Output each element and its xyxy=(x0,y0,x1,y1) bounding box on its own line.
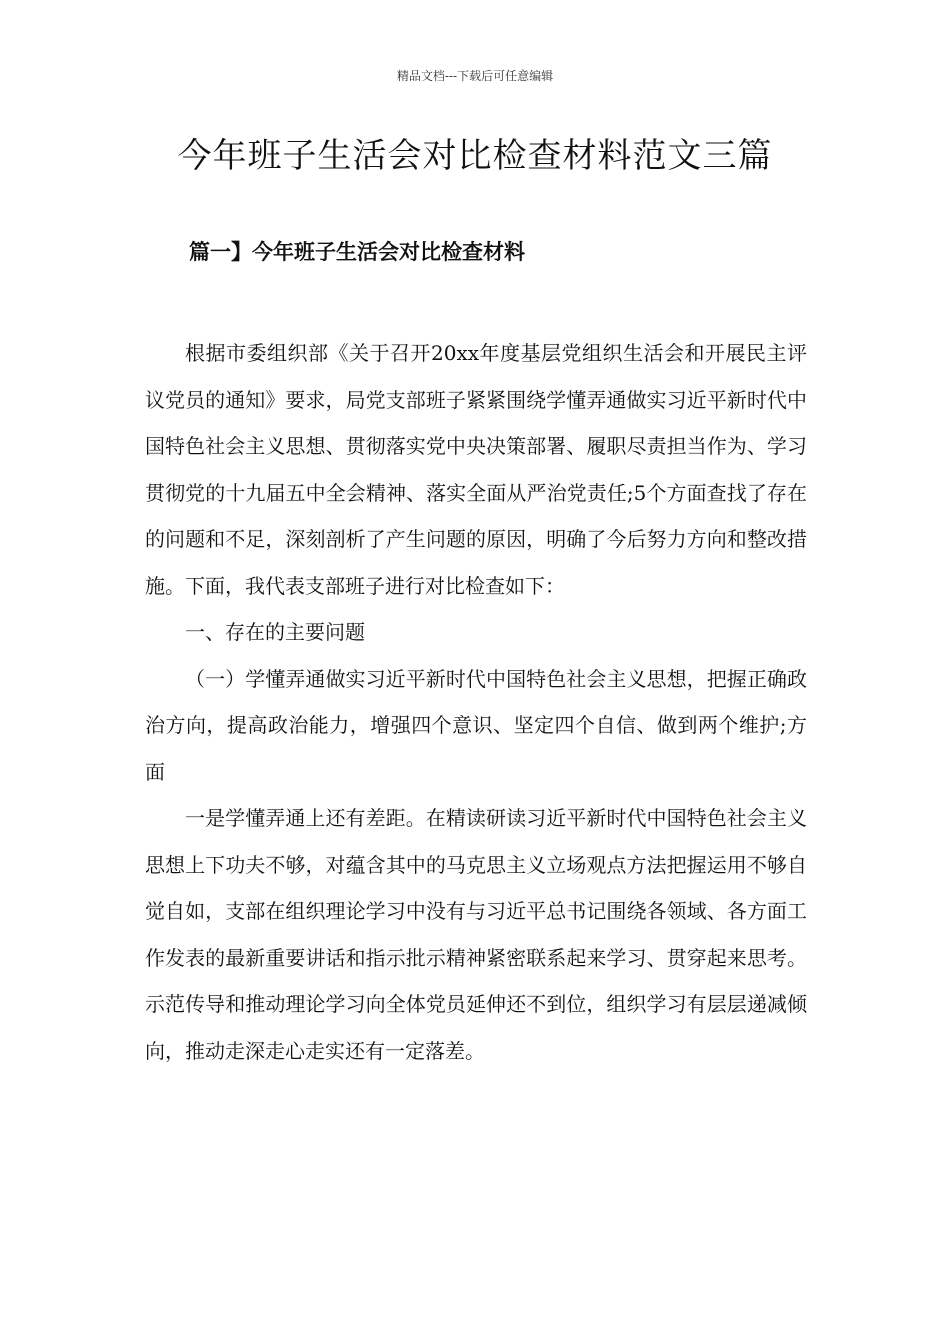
paragraph-heading-problems: 一、存在的主要问题 xyxy=(185,620,365,644)
document-title: 今年班子生活会对比检查材料范文三篇 xyxy=(177,136,773,176)
document-body xyxy=(145,330,807,1074)
section-heading: 篇一】今年班子生活会对比检查材料 xyxy=(189,239,525,264)
paragraph-intro: 根据市委组织部《关于召开20xx年度基层党组织生活会和开展民主评议党员的通知》要求，局党支部班子紧紧围绕学懂弄通做实习近平新时代中国特色社会主义思想、贯彻落实党中央决策部署、履职尽责担当作为、学习贯彻党的十九届五中全会精神、落实全面从严治党责任;5个方面查找了存在的问题和不足，深刻剖析了产生问题的原因，明确了今后努力方向和整改措施。下面，我代表支部班子进行对比检查如下： xyxy=(145,341,807,598)
header-note: 精品文档---下载后可任意编辑 xyxy=(396,69,554,83)
paragraph-subheading-1: （一）学懂弄通做实习近平新时代中国特色社会主义思想，把握正确政治方向，提高政治能力，增强四个意识、坚定四个自信、做到两个维护;方面 xyxy=(145,666,807,784)
paragraph-point-1: 一是学懂弄通上还有差距。在精读研读习近平新时代中国特色社会主义思想上下功夫不够，对蕴含其中的马克思主义立场观点方法把握运用不够自觉自如，支部在组织理论学习中没有与习近平总书记围绕各领域、各方面工作发表的最新重要讲话和指示批示精神紧密联系起来学习、贯穿起来思考。示范传导和推动理论学习向全体党员延伸还不到位，组织学习有层层递减倾向，推动走深走心走实还有一定落差。 xyxy=(145,806,807,1063)
